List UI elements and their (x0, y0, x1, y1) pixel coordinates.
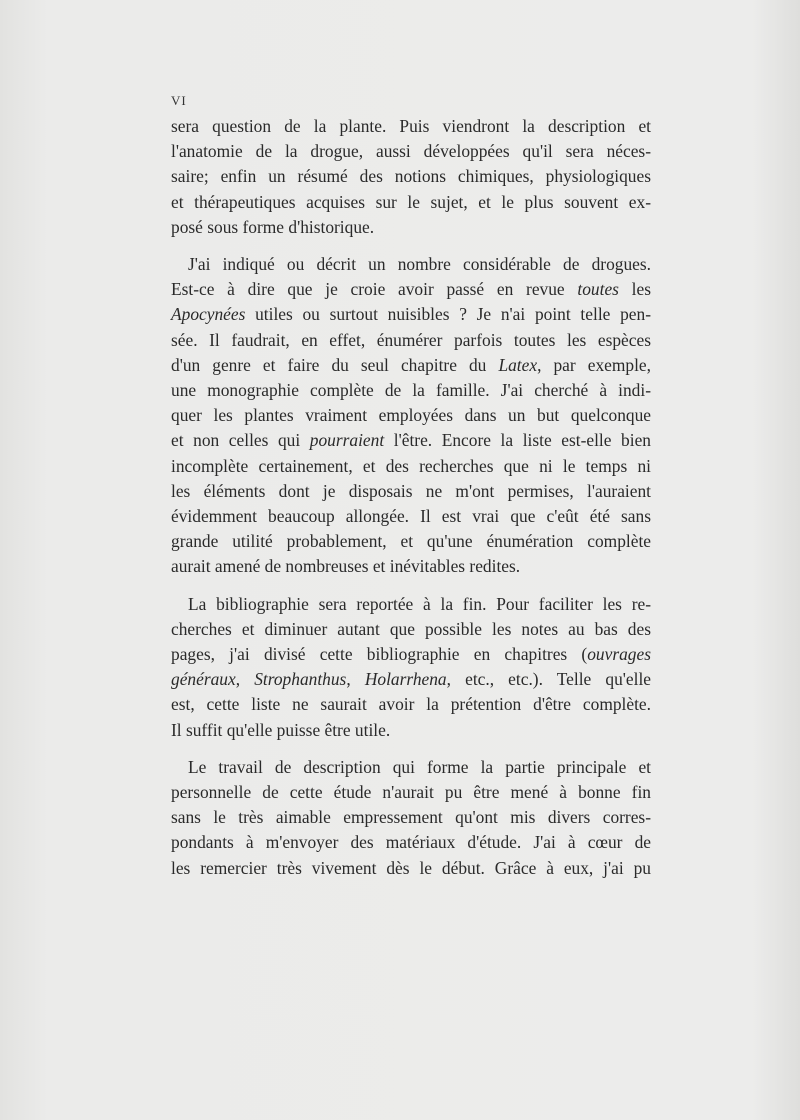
text-line: une monographie complète de la famille. J'ai cherché à indi- (171, 380, 651, 401)
text-line: les éléments dont je disposais ne m'ont permises, l'auraient (171, 480, 651, 501)
text-line: Le travail de description qui forme la partie principale et (188, 756, 651, 777)
text-line: les remercier très vivement dès le début. Grâce à eux, j'ai pu (171, 857, 651, 878)
paragraph (171, 114, 651, 240)
text-line: sée. Il faudrait, en effet, énumérer parfois toutes les espèces (171, 329, 651, 350)
text-line: d'un genre et faire du seul chapitre du Latex, par exemple, (171, 354, 651, 375)
text-line: aurait amené de nombreuses et inévitables redites. (171, 556, 521, 577)
text-line: Est-ce à dire que je croie avoir passé en revue toutes les (171, 279, 651, 300)
page-number: VI (171, 93, 187, 108)
text-line: évidemment beaucoup allongée. Il est vrai que c'eût été sans (171, 506, 651, 527)
text-line: grande utilité probablement, et qu'une énumération complète (171, 531, 651, 552)
text-line: Il suffit qu'elle puisse être utile. (171, 719, 391, 740)
text-line: posé sous forme d'historique. (171, 216, 375, 237)
paragraph (171, 755, 651, 881)
text-line: et non celles qui pourraient l'être. Encore la liste est-elle bien (171, 430, 651, 451)
text-line: J'ai indiqué ou décrit un nombre considérable de drogues. (188, 254, 651, 275)
text-line: quer les plantes vraiment employées dans un but quelconque (171, 405, 651, 426)
text-line: Apocynées utiles ou surtout nuisibles ? Je n'ai point telle pen- (171, 304, 651, 325)
text-line: personnelle de cette étude n'aurait pu être mené à bonne fin (171, 782, 651, 803)
text-line: l'anatomie de la drogue, aussi développées qu'il sera néces- (171, 141, 651, 162)
text-line: cherches et diminuer autant que possible les notes au bas des (171, 618, 651, 639)
text-line: est, cette liste ne saurait avoir la prétention d'être complète. (171, 694, 651, 715)
text-line: et thérapeutiques acquises sur le sujet, et le plus souvent ex- (171, 191, 651, 212)
text-line: pages, j'ai divisé cette bibliographie en chapitres (ouvrages (171, 644, 651, 665)
text-line: saire; enfin un résumé des notions chimiques, physiologiques (171, 166, 651, 187)
paragraph (171, 592, 651, 743)
text-line: La bibliographie sera reportée à la fin. Pour faciliter les re- (188, 593, 651, 614)
text-line: sera question de la plante. Puis viendront la description et (171, 116, 651, 136)
text-line: généraux, Strophanthus, Holarrhena, etc., etc.). Telle qu'elle (171, 669, 652, 690)
text-line: sans le très aimable empressement qu'ont mis divers corres- (171, 807, 651, 828)
body-text (171, 114, 651, 893)
text-line: pondants à m'envoyer des matériaux d'étude. J'ai à cœur de (171, 832, 651, 853)
text-line: incomplète certainement, et des recherches que ni le temps ni (171, 455, 651, 476)
paragraph (171, 252, 651, 580)
